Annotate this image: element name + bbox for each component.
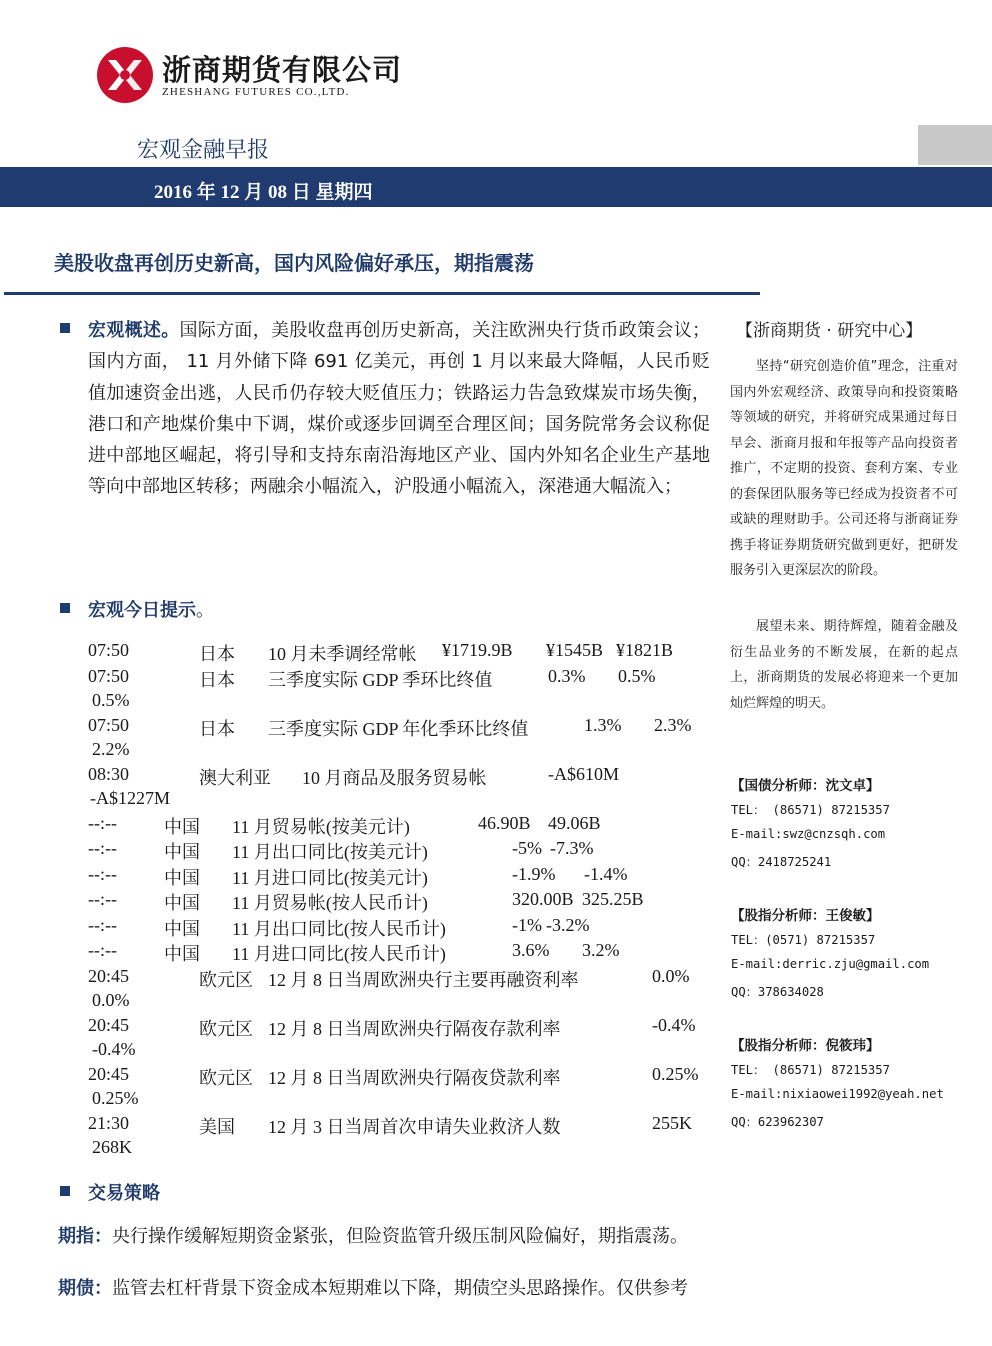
analyst-name: 【股指分析师：王俊敏】 [731, 908, 880, 924]
company-name-cn: 浙商期货有限公司 [162, 53, 403, 87]
event-value-1: 3.6% [512, 940, 550, 960]
research-center-intro: 坚持“研究创造价值”理念，注重对国内外宏观经济、政策导向和投资策略等领域的研究，并将研究成果通过每日早会、浙商月报和年报等产品向投资者推广，不定期的投资、套利方案、专业的套保团队服务等已经成为投资者不可或缺的理财助手。公司还将与浙商证券携手将证券期货研究做到更好，把研发服务引入更深层次的阶段。 [730, 359, 958, 578]
analyst-tel: TEL：(0571) 87215357 [731, 933, 876, 947]
event-value-2: ¥1545B [546, 640, 604, 660]
event-region: 中国 [164, 867, 200, 888]
event-name: 12 月 3 日当周首次申请失业救济人数 [268, 1116, 561, 1137]
strategy-item [58, 1224, 718, 1250]
event-value-2: 0.25% [92, 1087, 139, 1108]
event-time: 07:50 [88, 640, 130, 660]
calendar-row [88, 666, 728, 715]
event-region: 欧元区 [199, 1067, 253, 1088]
calendar-row [88, 1015, 728, 1064]
calendar-row [88, 838, 728, 864]
event-time: --:-- [88, 889, 117, 909]
strategy-text: 监管去杠杆背景下资金成本短期难以下降，期债空头思路操作。仅供参考 [112, 1278, 688, 1299]
macro-calendar [88, 640, 728, 1162]
event-value-2: -7.3% [550, 838, 594, 858]
event-time: --:-- [88, 863, 117, 884]
event-value-3: 0.5% [92, 689, 130, 710]
report-date: 2016 年 12 月 08 日 星期四 [154, 182, 373, 203]
analyst-tel: TEL： (86571) 87215357 [731, 803, 890, 817]
calendar-row [88, 966, 728, 1015]
event-value-1: 0.3% [548, 665, 586, 686]
event-value-1: 0.25% [652, 1063, 699, 1084]
analyst-email[interactable]: E-mail:nixiaowei1992@yeah.net [731, 1087, 944, 1101]
event-value-2: 2.3% [654, 714, 692, 735]
event-value-2: 3.2% [582, 940, 620, 960]
event-region: 中国 [164, 944, 200, 964]
section-bullet-icon [60, 1186, 70, 1196]
company-name-en: ZHESHANG FUTURES CO.,LTD. [162, 86, 350, 98]
event-value-2: 268K [92, 1136, 132, 1157]
calendar-row [88, 1064, 728, 1113]
event-value-1: -1% [512, 914, 542, 935]
event-name: 10 月商品及服务贸易帐 [302, 767, 487, 788]
event-value-2: -0.4% [92, 1038, 136, 1059]
strategy-key: 期债： [58, 1278, 112, 1299]
event-value-2: -3.2% [546, 914, 590, 935]
event-name: 三季度实际 GDP 季环比终值 [268, 669, 493, 690]
event-region: 中国 [164, 893, 200, 913]
event-time: 07:50 [88, 665, 130, 686]
macro-overview-body: 国际方面，美股收盘再创历史新高，关注欧洲央行货币政策会议；国内方面， 11 月外储下降 691 亿美元，再创 1 月以来最大降幅，人民币贬值加速资金出逃，人民币仍存较大贬值压力；铁路运力告急致煤炭市场失衡，港口和产地煤价集中下调，煤价或逐步回调至合理区间；国务院常务会议称促进中部地区崛起，将引导和支持东南沿海地区产业、国内外知名企业生产基地等向中部地区转移；两融余小幅流入，沪股通小幅流入，深港通大幅流入； [88, 320, 710, 498]
strategy-key: 期指： [58, 1226, 112, 1247]
section-bullet-icon [60, 323, 70, 333]
event-value-2: 49.06B [548, 812, 601, 833]
calendar-row [88, 889, 728, 915]
event-region: 欧元区 [199, 1018, 253, 1039]
analyst-name: 【股指分析师：倪筱玮】 [731, 1038, 880, 1054]
calendar-row [88, 915, 728, 941]
macro-overview [88, 315, 710, 503]
event-name: 10 月未季调经常帐 [268, 644, 417, 664]
event-time: --:-- [88, 838, 117, 858]
analyst-email[interactable]: E-mail:derric.zju@gmail.com [731, 957, 930, 971]
event-value-1: ¥1719.9B [442, 640, 513, 660]
calendar-row [88, 640, 728, 666]
event-region: 日本 [199, 718, 235, 739]
headline: 美股收盘再创历史新高，国内风险偏好承压，期指震荡 [54, 251, 534, 275]
event-region: 中国 [164, 816, 200, 837]
analyst-email[interactable]: E-mail:swz@cnzsqh.com [731, 827, 886, 841]
event-value-1: -1.9% [512, 863, 556, 884]
event-time: 20:45 [88, 1014, 130, 1035]
calendar-row [88, 715, 728, 764]
event-value-1: -5% [512, 838, 542, 858]
event-value-1: -0.4% [652, 1014, 696, 1035]
analyst-qq: QQ：2418725241 [731, 855, 832, 869]
calendar-row [88, 813, 728, 839]
event-name: 11 月贸易帐(按美元计) [232, 816, 410, 837]
event-value-2: -1.4% [584, 863, 628, 884]
event-time: 07:50 [88, 714, 130, 735]
header-gray-tab [918, 125, 992, 165]
event-value-3: ¥1821B [616, 640, 674, 660]
event-name: 11 月出口同比(按人民币计) [232, 918, 446, 939]
event-name: 11 月出口同比(按美元计) [232, 842, 428, 862]
event-time: --:-- [88, 940, 117, 960]
calendar-title [88, 596, 214, 622]
calendar-row [88, 1113, 728, 1162]
event-region: 中国 [164, 842, 200, 862]
company-logo [96, 46, 154, 104]
event-value-1: 320.00B [512, 889, 574, 909]
event-region: 日本 [199, 644, 235, 664]
event-value-1: 1.3% [584, 714, 622, 735]
event-time: --:-- [88, 812, 117, 833]
calendar-row [88, 764, 728, 813]
event-name: 11 月进口同比(按美元计) [232, 867, 428, 888]
event-time: 21:30 [88, 1112, 130, 1133]
event-value-1: -A$610M [548, 763, 619, 784]
event-value-2: -A$1227M [90, 787, 170, 808]
event-name: 三季度实际 GDP 年化季环比终值 [268, 718, 529, 739]
event-value-1: 255K [652, 1112, 692, 1133]
event-value-1: 46.90B [478, 812, 531, 833]
analyst-name: 【国债分析师：沈文卓】 [731, 778, 880, 794]
section-bullet-icon [60, 603, 70, 613]
event-name: 12 月 8 日当周欧洲央行隔夜存款利率 [268, 1018, 561, 1039]
event-region: 澳大利亚 [199, 767, 271, 788]
event-name: 12 月 8 日当周欧洲央行隔夜贷款利率 [268, 1067, 561, 1088]
macro-overview-lead: 宏观概述。 [88, 320, 180, 341]
analyst-qq: QQ：378634028 [731, 985, 824, 999]
strategy-item [58, 1276, 718, 1302]
event-region: 欧元区 [199, 969, 253, 990]
event-value-1: 0.0% [652, 965, 690, 986]
event-name: 11 月贸易帐(按人民币计) [232, 893, 428, 913]
event-name: 12 月 8 日当周欧洲央行主要再融资利率 [268, 969, 579, 990]
event-region: 日本 [199, 669, 235, 690]
event-time: --:-- [88, 914, 117, 935]
research-center-title: 【浙商期货 · 研究中心】 [736, 321, 923, 341]
strategy-title: 交易策略 [88, 1183, 160, 1204]
event-region: 中国 [164, 918, 200, 939]
headline-divider [4, 292, 760, 295]
event-value-2: 0.0% [92, 989, 130, 1010]
calendar-title-suffix: 。 [196, 600, 214, 621]
research-center-outlook: 展望未来、期待辉煌，随着金融及衍生品业务的不断发展，在新的起点上，浙商期货的发展必将迎来一个更加灿烂辉煌的明天。 [730, 619, 958, 711]
event-time: 20:45 [88, 965, 130, 986]
report-type: 宏观金融早报 [137, 138, 270, 163]
strategy-text: 央行操作缓解短期资金紧张，但险资监管升级压制风险偏好，期指震荡。 [112, 1226, 688, 1247]
event-name: 11 月进口同比(按人民币计) [232, 944, 446, 964]
event-region: 美国 [199, 1116, 235, 1137]
event-time: 08:30 [88, 763, 130, 784]
event-value-2: 0.5% [618, 665, 656, 686]
calendar-row [88, 864, 728, 890]
calendar-title-text: 宏观今日提示 [88, 600, 196, 621]
event-time: 20:45 [88, 1063, 130, 1084]
date-bar [0, 167, 992, 207]
analyst-qq: QQ：623962307 [731, 1115, 824, 1129]
event-value-3: 2.2% [92, 738, 130, 759]
event-value-2: 325.25B [582, 889, 644, 909]
analyst-tel: TEL： (86571) 87215357 [731, 1063, 890, 1077]
calendar-row [88, 940, 728, 966]
